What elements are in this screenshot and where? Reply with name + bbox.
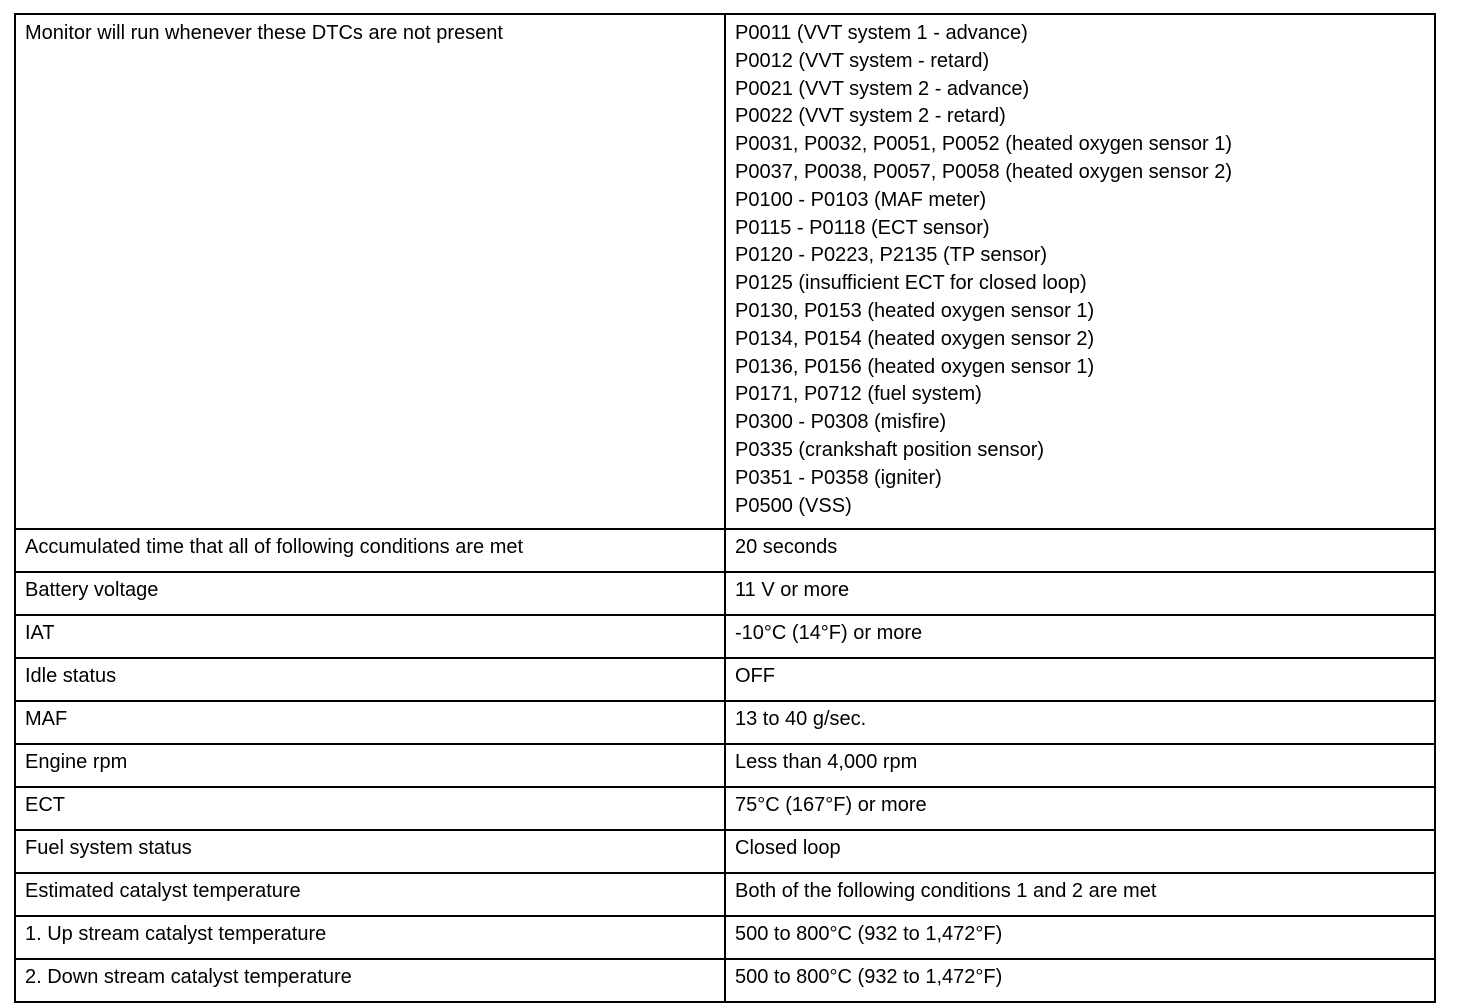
condition-value: OFF [725, 658, 1435, 701]
condition-label: Fuel system status [15, 830, 725, 873]
condition-label: Accumulated time that all of following conditions are met [15, 529, 725, 572]
table-row [15, 572, 1435, 615]
dtc-code-item: P0120 - P0223, P2135 (TP sensor) [735, 244, 1048, 267]
table-row [15, 830, 1435, 873]
table-row [15, 873, 1435, 916]
table-row [15, 529, 1435, 572]
dtc-code-item: P0031, P0032, P0051, P0052 (heated oxygen sensor 1) [735, 133, 1233, 156]
condition-label: Estimated catalyst temperature [15, 873, 725, 916]
condition-label: Idle status [15, 658, 725, 701]
dtc-code-item: P0021 (VVT system 2 - advance) [735, 77, 1030, 100]
table-row-dtc-exclusions [15, 14, 1435, 529]
condition-label: 2. Down stream catalyst temperature [15, 959, 725, 1002]
dtc-code-item: P0037, P0038, P0057, P0058 (heated oxygen sensor 2) [735, 160, 1233, 183]
dtc-code-item: P0500 (VSS) [735, 494, 852, 517]
condition-value: 11 V or more [725, 572, 1435, 615]
dtc-code-item: P0012 (VVT system - retard) [735, 49, 990, 72]
dtc-code-item: P0300 - P0308 (misfire) [735, 411, 947, 434]
dtc-code-item: P0134, P0154 (heated oxygen sensor 2) [735, 327, 1095, 350]
dtc-code-item: P0136, P0156 (heated oxygen sensor 1) [735, 355, 1095, 378]
monitor-conditions-table [14, 13, 1436, 1003]
dtc-code-item: P0125 (insufficient ECT for closed loop) [735, 272, 1087, 295]
condition-label: MAF [15, 701, 725, 744]
table-row [15, 959, 1435, 1002]
condition-label: 1. Up stream catalyst temperature [15, 916, 725, 959]
condition-value: 20 seconds [725, 529, 1435, 572]
dtc-code-list [735, 20, 1425, 520]
dtc-code-item: P0335 (crankshaft position sensor) [735, 438, 1045, 461]
dtc-code-item: P0115 - P0118 (ECT sensor) [735, 216, 990, 239]
dtc-code-cell [725, 14, 1435, 529]
condition-value: Closed loop [725, 830, 1435, 873]
dtc-code-item: P0171, P0712 (fuel system) [735, 383, 982, 406]
table-row [15, 615, 1435, 658]
condition-label: Monitor will run whenever these DTCs are not present [15, 14, 725, 529]
dtc-code-item: P0130, P0153 (heated oxygen sensor 1) [735, 299, 1095, 322]
dtc-code-item: P0011 (VVT system 1 - advance) [735, 22, 1028, 44]
table-row [15, 744, 1435, 787]
condition-label: IAT [15, 615, 725, 658]
table-row [15, 658, 1435, 701]
condition-value: 75°C (167°F) or more [725, 787, 1435, 830]
condition-value: 13 to 40 g/sec. [725, 701, 1435, 744]
dtc-code-item: P0351 - P0358 (igniter) [735, 466, 942, 489]
table-row [15, 916, 1435, 959]
dtc-code-item: P0022 (VVT system 2 - retard) [735, 105, 1006, 128]
condition-value: Both of the following conditions 1 and 2 are met [725, 873, 1435, 916]
condition-value: Less than 4,000 rpm [725, 744, 1435, 787]
table-row [15, 701, 1435, 744]
condition-value: 500 to 800°C (932 to 1,472°F) [725, 916, 1435, 959]
table-row [15, 787, 1435, 830]
condition-value: 500 to 800°C (932 to 1,472°F) [725, 959, 1435, 1002]
condition-value: -10°C (14°F) or more [725, 615, 1435, 658]
condition-label: Engine rpm [15, 744, 725, 787]
dtc-code-item: P0100 - P0103 (MAF meter) [735, 188, 987, 211]
condition-label: ECT [15, 787, 725, 830]
condition-label: Battery voltage [15, 572, 725, 615]
